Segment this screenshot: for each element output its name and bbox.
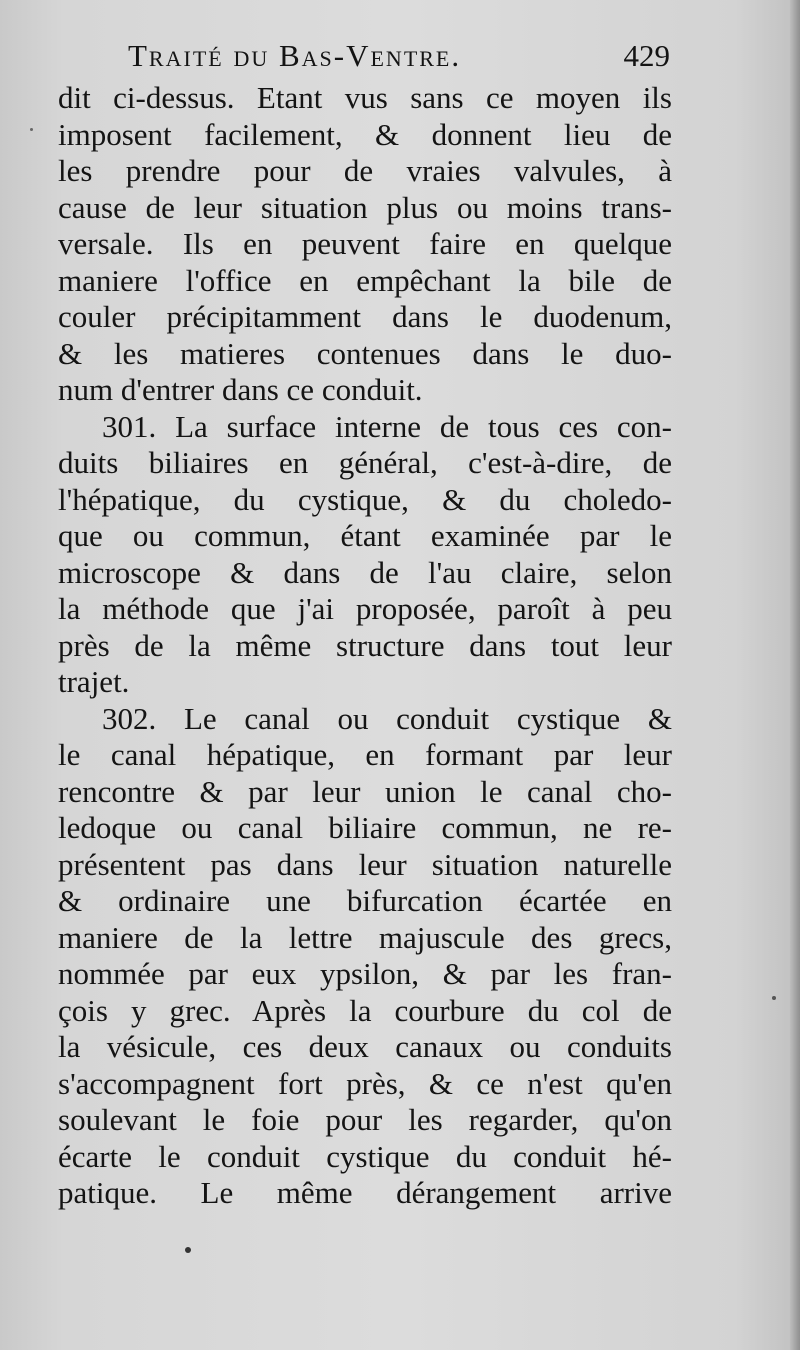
paragraph-302-start: 302. Le canal ou conduit cystique & <box>102 700 672 736</box>
text-line: la méthode que j'ai proposée, paroît à peu <box>58 591 672 626</box>
text-line: l'hépatique, du cystique, & du choledo- <box>58 481 672 517</box>
text-line: trajet. <box>58 664 130 699</box>
text-block <box>58 38 672 1212</box>
paragraph-301-start: 301. La surface interne de tous ces con- <box>102 408 672 444</box>
running-head-title: Traité du Bas-Ventre. <box>128 38 462 73</box>
text-line: çois y grec. Après la courbure du col de <box>58 992 672 1028</box>
text-line: écarte le conduit cystique du conduit hé- <box>58 1138 672 1174</box>
text-line: s'accompagnent fort près, & ce n'est qu'en <box>58 1065 672 1101</box>
text-line: dit ci-dessus. Etant vus sans ce moyen ils <box>58 80 672 115</box>
page-number: 429 <box>623 38 670 73</box>
text-line: le canal hépatique, en formant par leur <box>58 737 672 772</box>
text-line: la vésicule, ces deux canaux ou conduits <box>58 1029 672 1064</box>
ink-speck <box>185 1247 191 1253</box>
text-line: les prendre pour de vraies valvules, à <box>58 153 672 188</box>
text-line: nommée par eux ypsilon, & par les fran- <box>58 956 672 991</box>
text-line: rencontre & par leur union le canal cho- <box>58 773 672 809</box>
ink-speck <box>30 128 33 131</box>
text-line: patique. Le même dérangement arrive <box>58 1175 672 1210</box>
text-line: imposent facilement, & donnent lieu de <box>58 116 672 152</box>
page-edge <box>790 0 800 1350</box>
text-line: num d'entrer dans ce conduit. <box>58 372 423 407</box>
text-line: présentent pas dans leur situation naturelle <box>58 846 672 882</box>
text-line: couler précipitamment dans le duodenum, <box>58 299 672 334</box>
text-line: & les matieres contenues dans le duo- <box>58 335 672 371</box>
text-line: que ou commun, étant examinée par le <box>58 518 672 553</box>
text-line: ledoque ou canal biliaire commun, ne re- <box>58 810 672 845</box>
text-line: maniere l'office en empêchant la bile de <box>58 262 672 298</box>
text-line: maniere de la lettre majuscule des grecs, <box>58 919 672 955</box>
text-line: & ordinaire une bifurcation écartée en <box>58 883 672 918</box>
text-line: cause de leur situation plus ou moins trans- <box>58 189 672 225</box>
running-head <box>58 38 672 80</box>
text-line: versale. Ils en peuvent faire en quelque <box>58 226 672 261</box>
text-line: près de la même structure dans tout leur <box>58 627 672 663</box>
text-line: duits biliaires en général, c'est-à-dire, de <box>58 445 672 480</box>
ink-speck <box>772 996 776 1000</box>
text-line: microscope & dans de l'au claire, selon <box>58 554 672 590</box>
text-line: soulevant le foie pour les regarder, qu'on <box>58 1102 672 1137</box>
